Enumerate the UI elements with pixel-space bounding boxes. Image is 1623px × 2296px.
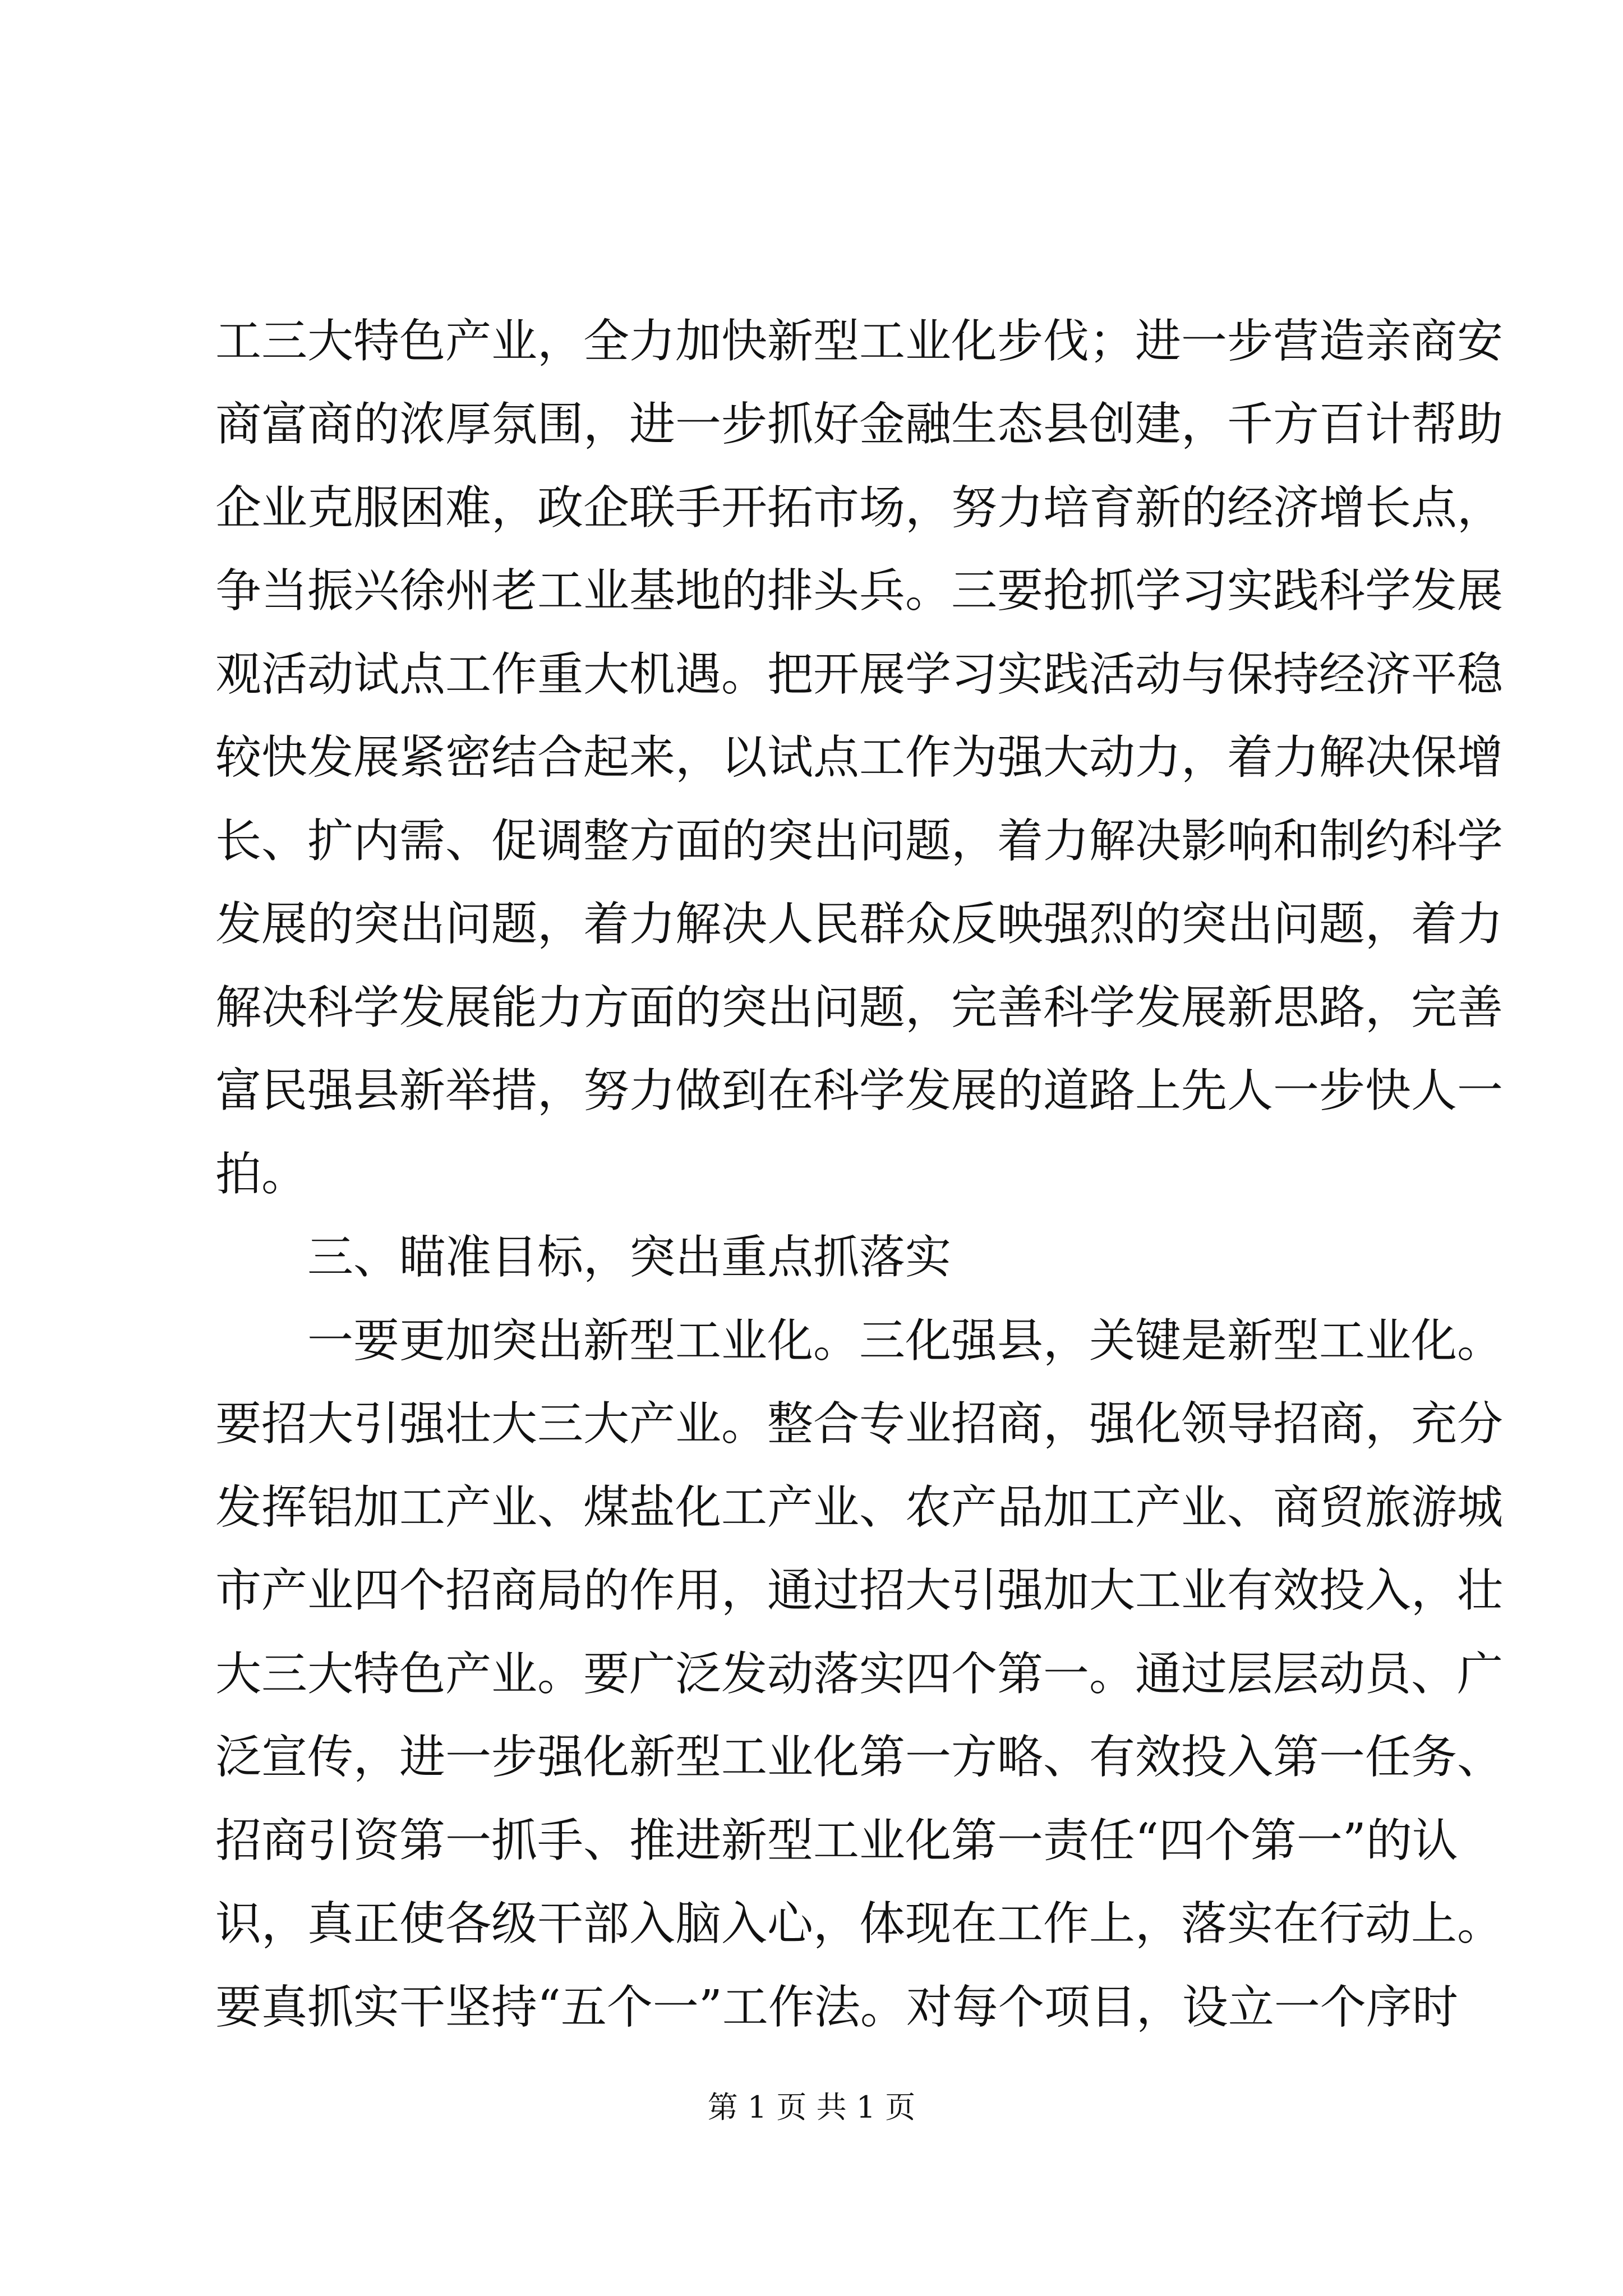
text-line: 工三大特色产业，全力加快新型工业化步伐；进一步营造亲商安 <box>215 315 1504 368</box>
text-line: 观活动试点工作重大机遇。把开展学习实践活动与保持经济平稳 <box>215 648 1504 701</box>
text-line: 招商引资第一抓手、推进新型工业化第一责任“四个第一”的认 <box>215 1814 1458 1867</box>
text-line: 识，真正使各级干部入脑入心，体现在工作上，落实在行动上。 <box>215 1897 1504 1950</box>
text-line: 要真抓实干坚持“五个一”工作法。对每个项目，设立一个序时 <box>215 1981 1458 2034</box>
text-line: 泛宣传，进一步强化新型工业化第一方略、有效投入第一任务、 <box>215 1731 1504 1784</box>
text-line: 企业克服困难，政企联手开拓市场，努力培育新的经济增长点， <box>215 481 1504 535</box>
text-line: 商富商的浓厚氛围，进一步抓好金融生态县创建，千方百计帮助 <box>215 398 1504 451</box>
text-line: 发展的突出问题，着力解决人民群众反映强烈的突出问题，着力 <box>215 898 1504 951</box>
text-line: 要招大引强壮大三大产业。整合专业招商，强化领导招商，充分 <box>215 1397 1504 1451</box>
section-heading: 三、瞄准目标，突出重点抓落实 <box>307 1231 952 1284</box>
text-line: 市产业四个招商局的作用，通过招大引强加大工业有效投入，壮 <box>215 1564 1504 1617</box>
text-line: 拍。 <box>215 1148 308 1201</box>
text-line: 长、扩内需、促调整方面的突出问题，着力解决影响和制约科学 <box>215 815 1504 868</box>
text-line: 解决科学发展能力方面的突出问题，完善科学发展新思路，完善 <box>215 981 1504 1034</box>
paragraph-first-line: 一要更加突出新型工业化。三化强县，关键是新型工业化。 <box>307 1314 1504 1368</box>
text-line: 较快发展紧密结合起来，以试点工作为强大动力，着力解决保增 <box>215 731 1504 784</box>
text-line: 大三大特色产业。要广泛发动落实四个第一。通过层层动员、广 <box>215 1648 1504 1701</box>
text-line: 富民强县新举措，努力做到在科学发展的道路上先人一步快人一 <box>215 1064 1504 1117</box>
text-line: 争当振兴徐州老工业基地的排头兵。三要抢抓学习实践科学发展 <box>215 564 1504 618</box>
text-line: 发挥铝加工产业、煤盐化工产业、农产品加工产业、商贸旅游城 <box>215 1481 1504 1534</box>
page-number-footer: 第 1 页 共 1 页 <box>707 2090 916 2125</box>
